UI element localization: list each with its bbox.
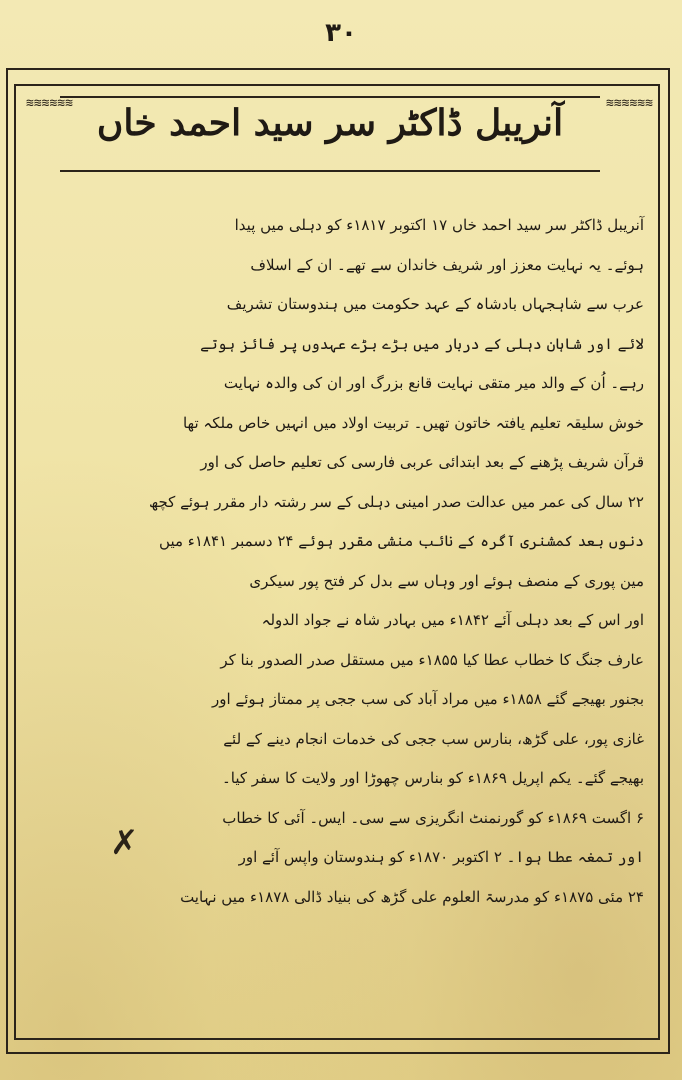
margin-mark-icon: ✗ — [110, 823, 139, 863]
title-rule-top — [60, 96, 600, 98]
title-band — [60, 92, 600, 176]
text-line: اور اس کے بعد دہلی آئے ۱۸۴۲ء میں بہادر شاہ نے جواد الدولہ — [261, 611, 644, 629]
title-rule-bottom — [60, 170, 600, 172]
right-ornament-icon: ≋≋≋≋≋≋ — [606, 96, 653, 111]
text-line: دنوں بعد کمشنری آگرہ کے نائب منشی مقرر ہوئے ۲۴ دسمبر ۱۸۴۱ء میں — [159, 532, 644, 550]
text-line: قرآن شریف پڑھنے کے بعد ابتدائی عربی فارسی کی تعلیم حاصل کی اور — [200, 453, 644, 471]
text-line: مین پوری کے منصف ہوئے اور وہاں سے بدل کر فتح پور سیکری — [249, 571, 644, 590]
text-line: غازی پور، علی گڑھ، بنارس سب ججی کی خدمات انجام دینے کے لئے — [223, 729, 644, 748]
text-line: عارف جنگ کا خطاب عطا کیا ۱۸۵۵ء میں مستقل صدر الصدور بنا کر — [220, 650, 644, 669]
text-line: لائے اور شاہان دہلی کے دربار میں بڑے بڑے عہدوں پر فائز ہوتے — [200, 334, 644, 353]
text-line: خوش سلیقہ تعلیم یافتہ خاتون تھیں۔ تربیت اولاد میں انہیں خاص ملکہ تھا — [182, 413, 644, 432]
text-line: رہے۔ اُن کے والد میر متقی نہایت قانع بزرگ اور ان کی والدہ نہایت — [223, 374, 644, 392]
text-line: بجنور بھیجے گئے ۱۸۵۸ء میں مراد آباد کی سب ججی پر ممتاز ہوئے اور — [212, 690, 644, 708]
text-line: ۲۴ مئی ۱۸۷۵ء کو مدرسۃ العلوم علی گڑھ کی بنیاد ڈالی ۱۸۷۸ء میں نہایت — [180, 887, 644, 906]
text-line: بھیجے گئے۔ یکم اپریل ۱۸۶۹ء کو بنارس چھوڑا اور ولایت کا سفر کیا۔ — [221, 769, 644, 787]
left-ornament-icon: ≋≋≋≋≋≋ — [26, 96, 73, 111]
text-line: عرب سے شاہجہاں بادشاہ کے عہد حکومت میں ہندوستان تشریف — [226, 295, 644, 313]
page-title: آنریبل ڈاکٹر سر سید احمد خاں — [96, 102, 564, 144]
text-line: ۶ اگست ۱۸۶۹ء کو گورنمنٹ انگریزی سے سی۔ ایس۔ آئی کا خطاب — [222, 808, 644, 827]
text-line: ہوئے۔ یہ نہایت معزز اور شریف خاندان سے تھے۔ ان کے اسلاف — [250, 255, 644, 274]
text-line: آنریبل ڈاکٹر سر سید احمد خاں ۱۷ اکتوبر ۱۸۱۷ء کو دہلی میں پیدا — [234, 216, 644, 234]
body-paragraph — [44, 206, 644, 1016]
text-line: ۲۲ سال کی عمر میں عدالت صدر امینی دہلی کے سر رشتہ دار مقرر ہوئے کچھ — [149, 492, 644, 511]
text-line: اور تمغہ عطا ہوا۔ ۲ اکتوبر ۱۸۷۰ء کو ہندوستان واپس آئے اور — [238, 848, 644, 866]
page-number: ۳۰ — [325, 18, 357, 48]
